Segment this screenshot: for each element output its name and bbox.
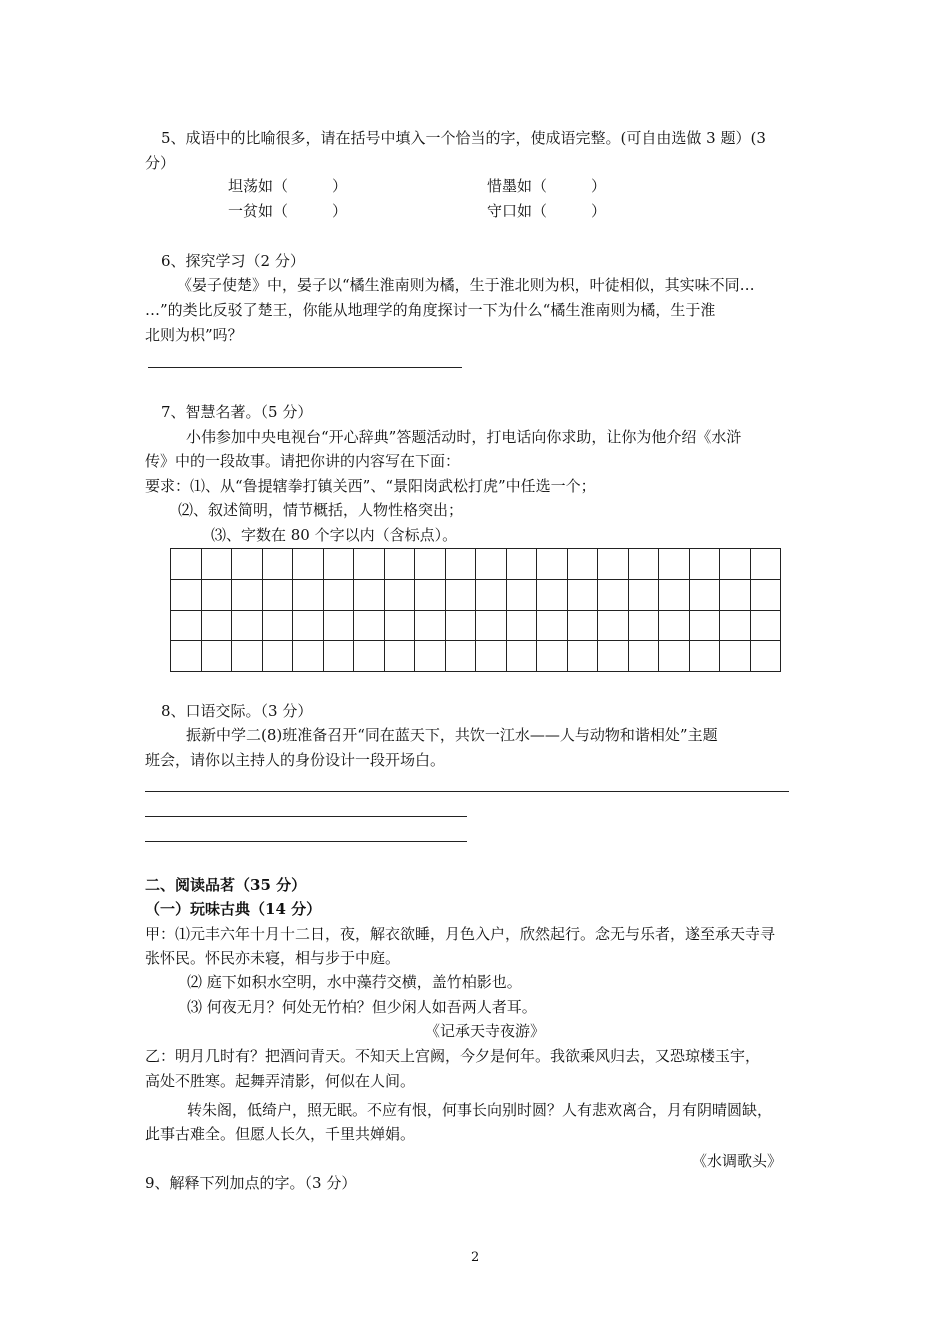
idiom-suffix: ） xyxy=(332,202,348,220)
grid-cell[interactable] xyxy=(384,579,415,610)
idiom-prefix: 惜墨如（ xyxy=(487,177,548,195)
grid-cell[interactable] xyxy=(506,610,537,641)
grid-cell[interactable] xyxy=(354,641,385,672)
grid-cell[interactable] xyxy=(537,579,568,610)
grid-cell[interactable] xyxy=(384,641,415,672)
q5-stem-line2: 分） xyxy=(145,154,176,172)
grid-cell[interactable] xyxy=(750,610,781,641)
passage-yi-line: 此事古难全。但愿人长久，千里共婵娟。 xyxy=(145,1125,416,1143)
grid-cell[interactable] xyxy=(293,549,324,580)
passage-jia-line: ⑶ 何夜无月？何处无竹柏？但少闲人如吾两人者耳。 xyxy=(187,998,537,1016)
section-title: 二、阅读品茗（35 分） xyxy=(145,876,307,894)
grid-cell[interactable] xyxy=(201,579,232,610)
passage-yi-line: 转朱阁，低绮户，照无眠。不应有恨，何事长向别时圆？人有悲欢离合，月有阴晴圆缺， xyxy=(187,1101,773,1119)
grid-cell[interactable] xyxy=(750,641,781,672)
grid-cell[interactable] xyxy=(171,579,202,610)
q6-answer-line[interactable] xyxy=(148,367,462,368)
grid-cell[interactable] xyxy=(720,549,751,580)
grid-cell[interactable] xyxy=(262,579,293,610)
grid-cell[interactable] xyxy=(171,549,202,580)
idiom-suffix: ） xyxy=(591,177,607,195)
grid-cell[interactable] xyxy=(354,610,385,641)
q8-title: 8、口语交际。（3 分） xyxy=(161,702,313,720)
grid-cell[interactable] xyxy=(232,549,263,580)
grid-cell[interactable] xyxy=(659,641,690,672)
grid-cell[interactable] xyxy=(567,610,598,641)
grid-cell[interactable] xyxy=(598,610,629,641)
grid-cell[interactable] xyxy=(201,610,232,641)
grid-cell[interactable] xyxy=(323,579,354,610)
grid-cell[interactable] xyxy=(232,610,263,641)
grid-cell[interactable] xyxy=(628,579,659,610)
idiom-item xyxy=(487,201,606,221)
q8-answer-line[interactable] xyxy=(145,791,789,792)
grid-cell[interactable] xyxy=(171,641,202,672)
grid-cell[interactable] xyxy=(598,641,629,672)
grid-cell[interactable] xyxy=(720,641,751,672)
idiom-item xyxy=(487,176,606,196)
grid-cell[interactable] xyxy=(567,579,598,610)
grid-row xyxy=(171,579,781,610)
grid-cell[interactable] xyxy=(201,641,232,672)
idiom-item xyxy=(228,201,347,221)
grid-cell[interactable] xyxy=(628,641,659,672)
grid-cell[interactable] xyxy=(689,610,720,641)
page-number: 2 xyxy=(471,1250,480,1265)
subsection-title: （一）玩味古典（14 分） xyxy=(145,900,322,918)
passage-jia-line: ⑵ 庭下如积水空明，水中藻荇交横，盖竹柏影也。 xyxy=(187,973,522,991)
grid-cell[interactable] xyxy=(567,549,598,580)
q6-text-line: 北则为枳”吗？ xyxy=(145,326,243,344)
passage-yi-source: 《水调歌头》 xyxy=(692,1152,783,1170)
grid-cell[interactable] xyxy=(293,579,324,610)
q8-answer-line[interactable] xyxy=(145,841,467,842)
q9-title: 9、解释下列加点的字。（3 分） xyxy=(145,1174,357,1192)
grid-cell[interactable] xyxy=(476,641,507,672)
grid-cell[interactable] xyxy=(750,549,781,580)
grid-cell[interactable] xyxy=(720,610,751,641)
grid-cell[interactable] xyxy=(415,610,446,641)
grid-row xyxy=(171,549,781,580)
passage-yi-line: 高处不胜寒。起舞弄清影，何似在人间。 xyxy=(145,1072,416,1090)
grid-cell[interactable] xyxy=(628,610,659,641)
grid-cell[interactable] xyxy=(537,549,568,580)
grid-cell[interactable] xyxy=(598,579,629,610)
grid-cell[interactable] xyxy=(476,549,507,580)
grid-cell[interactable] xyxy=(445,579,476,610)
q8-text-line: 振新中学二(8)班准备召开“同在蓝天下，共饮一江水——人与动物和谐相处”主题 xyxy=(186,726,718,744)
grid-cell[interactable] xyxy=(262,610,293,641)
idiom-suffix: ） xyxy=(332,177,348,195)
grid-cell[interactable] xyxy=(415,549,446,580)
grid-cell[interactable] xyxy=(537,641,568,672)
grid-cell[interactable] xyxy=(445,610,476,641)
grid-cell[interactable] xyxy=(659,610,690,641)
passage-jia-line: 甲：⑴元丰六年十月十二日，夜，解衣欲睡，月色入户，欣然起行。念无与乐者，遂至承天寺寻 xyxy=(145,925,776,943)
q6-title: 6、探究学习（2 分） xyxy=(161,252,305,270)
grid-cell[interactable] xyxy=(293,610,324,641)
grid-cell[interactable] xyxy=(659,579,690,610)
grid-cell[interactable] xyxy=(415,579,446,610)
q6-text-line: …”的类比反驳了楚王，你能从地理学的角度探讨一下为什么“橘生淮南则为橘，生于淮 xyxy=(145,301,716,319)
grid-cell[interactable] xyxy=(232,641,263,672)
q5-stem-line1: 5、成语中的比喻很多，请在括号中填入一个恰当的字，使成语完整。(可自由选做 3 题）(3 xyxy=(161,129,766,147)
q7-requirement: ⑶、字数在 80 个字以内（含标点）。 xyxy=(211,526,458,544)
grid-cell[interactable] xyxy=(537,610,568,641)
grid-cell[interactable] xyxy=(323,549,354,580)
grid-cell[interactable] xyxy=(506,549,537,580)
idiom-prefix: 坦荡如（ xyxy=(228,177,289,195)
grid-cell[interactable] xyxy=(323,641,354,672)
grid-cell[interactable] xyxy=(262,641,293,672)
grid-cell[interactable] xyxy=(445,641,476,672)
q7-requirement: 要求：⑴、从“鲁提辖拳打镇关西”、“景阳岗武松打虎”中任选一个； xyxy=(145,477,596,495)
grid-cell[interactable] xyxy=(689,549,720,580)
passage-yi-line: 乙：明月几时有？把酒问青天。不知天上宫阙，今夕是何年。我欲乘风归去，又恐琼楼玉宇， xyxy=(145,1047,761,1065)
grid-cell[interactable] xyxy=(750,579,781,610)
grid-cell[interactable] xyxy=(445,549,476,580)
idiom-suffix: ） xyxy=(591,202,607,220)
grid-cell[interactable] xyxy=(689,579,720,610)
q7-requirement: ⑵、叙述简明，情节概括，人物性格突出； xyxy=(178,501,464,519)
grid-cell[interactable] xyxy=(689,641,720,672)
grid-cell[interactable] xyxy=(354,579,385,610)
q6-text-line: 《晏子使楚》中，晏子以“橘生淮南则为橘，生于淮北则为枳，叶徒相似，其实味不同… xyxy=(177,276,755,294)
q8-text-line: 班会，请你以主持人的身份设计一段开场白。 xyxy=(145,751,446,769)
grid-row xyxy=(171,610,781,641)
grid-cell[interactable] xyxy=(567,641,598,672)
grid-cell[interactable] xyxy=(720,579,751,610)
grid-cell[interactable] xyxy=(506,579,537,610)
passage-jia-source: 《记承天寺夜游》 xyxy=(425,1022,546,1040)
grid-cell[interactable] xyxy=(384,549,415,580)
grid-cell[interactable] xyxy=(354,549,385,580)
grid-cell[interactable] xyxy=(323,610,354,641)
grid-cell[interactable] xyxy=(476,579,507,610)
grid-cell[interactable] xyxy=(415,641,446,672)
passage-jia-line: 张怀民。怀民亦未寝，相与步于中庭。 xyxy=(145,949,401,967)
q7-text-line: 传》中的一段故事。请把你讲的内容写在下面： xyxy=(145,452,461,470)
grid-cell[interactable] xyxy=(384,610,415,641)
grid-cell[interactable] xyxy=(659,549,690,580)
grid-cell[interactable] xyxy=(201,549,232,580)
writing-grid[interactable] xyxy=(170,548,781,672)
q7-text-line: 小伟参加中央电视台“开心辞典”答题活动时，打电话向你求助，让你为他介绍《水浒 xyxy=(186,428,742,446)
grid-cell[interactable] xyxy=(506,641,537,672)
q7-title: 7、智慧名著。（5 分） xyxy=(161,403,313,421)
grid-cell[interactable] xyxy=(262,549,293,580)
grid-cell[interactable] xyxy=(628,549,659,580)
grid-row xyxy=(171,641,781,672)
idiom-prefix: 一贫如（ xyxy=(228,202,289,220)
grid-cell[interactable] xyxy=(171,610,202,641)
idiom-item xyxy=(228,176,347,196)
grid-cell[interactable] xyxy=(476,610,507,641)
grid-cell[interactable] xyxy=(232,579,263,610)
grid-cell[interactable] xyxy=(293,641,324,672)
grid-cell[interactable] xyxy=(598,549,629,580)
q8-answer-line[interactable] xyxy=(145,816,467,817)
idiom-prefix: 守口如（ xyxy=(487,202,548,220)
